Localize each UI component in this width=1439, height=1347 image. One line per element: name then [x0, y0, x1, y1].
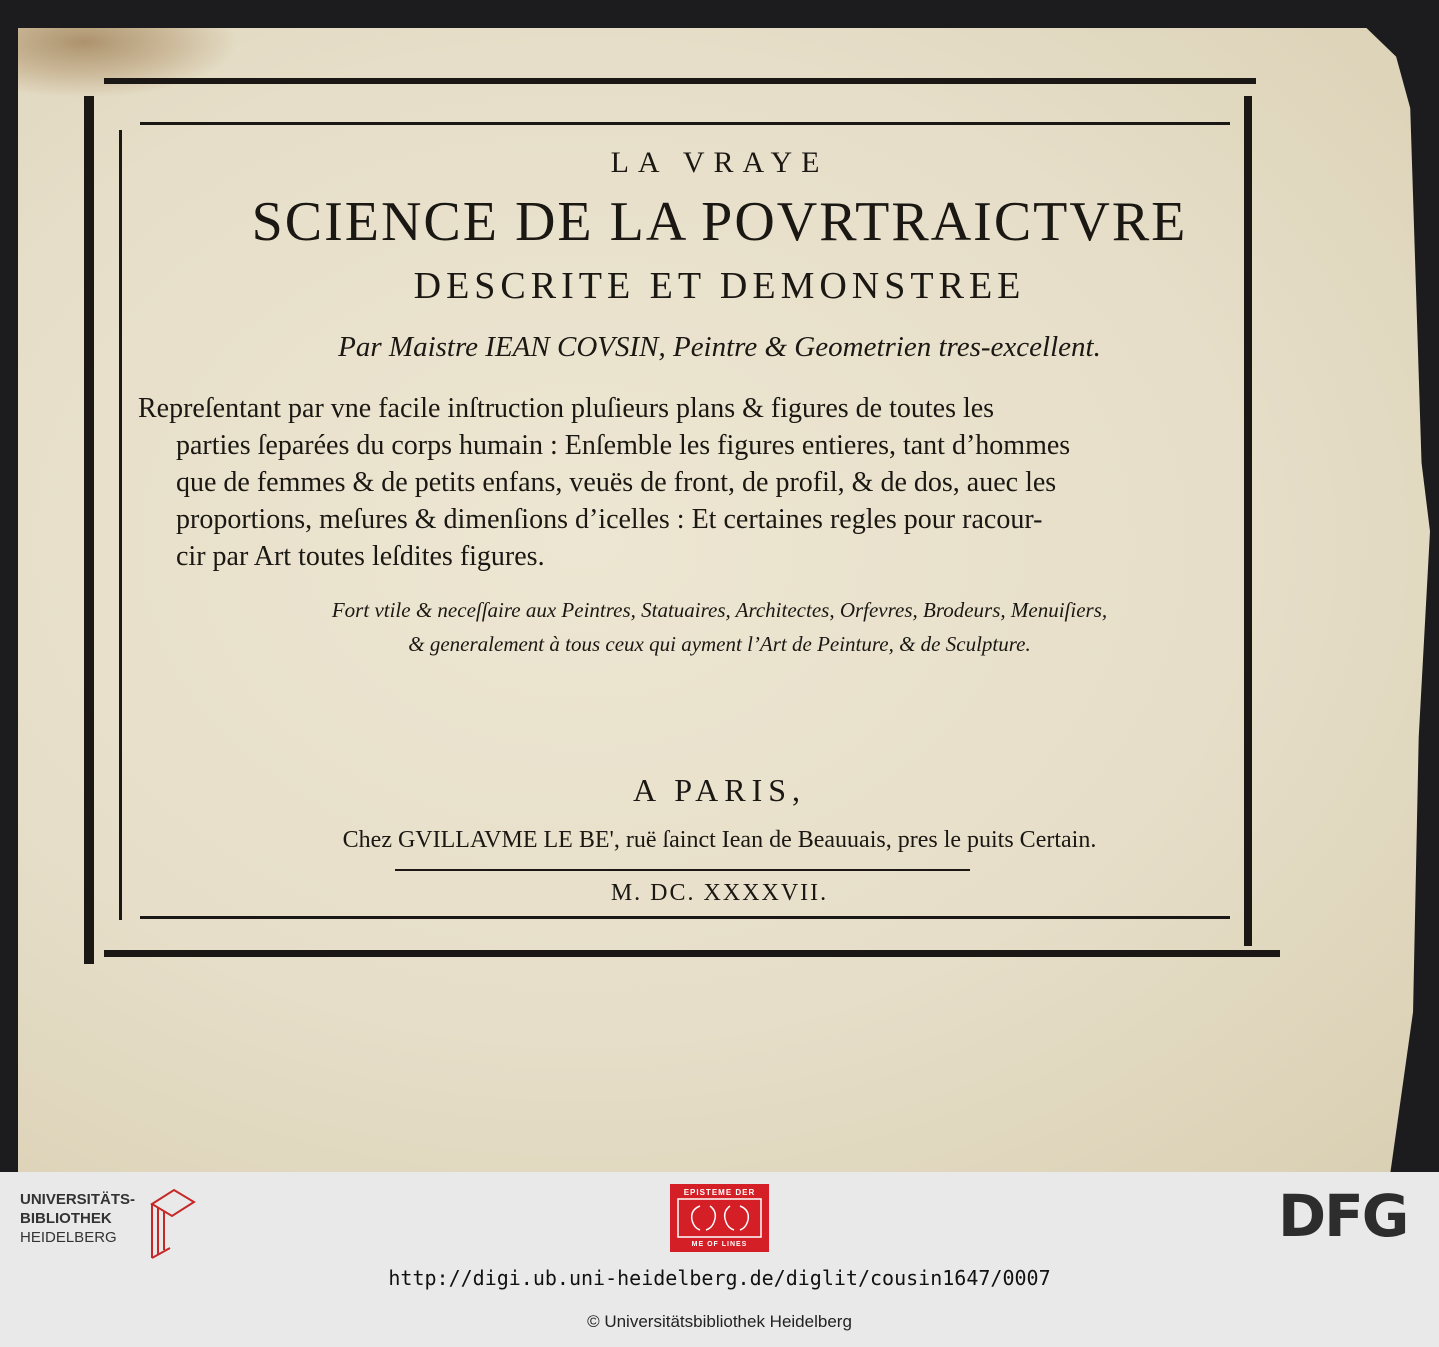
episteme-bottom-text: ME OF LINES — [691, 1241, 748, 1248]
title-line-1: LA VRAYE — [610, 146, 829, 179]
dfg-logo[interactable]: DFG — [1278, 1182, 1408, 1250]
title-line-3: DESCRITE ET DEMONSTREE — [413, 265, 1026, 307]
description-line: parties ſeparées du corps humain : Enſemble les figures entieres, tant d’hommes — [176, 430, 1071, 461]
year-line: M. DC. XXXXVII. — [610, 880, 829, 906]
title-line-2: SCIENCE DE LA POVRTRAICTVRE — [251, 191, 1188, 253]
year-separator — [395, 869, 970, 871]
printer-line: Chez GVILLAVME LE BE', ruë ſainct Iean de Beauuais, pres le puits Certain. — [342, 827, 1097, 853]
permalink-url[interactable]: http://digi.ub.uni-heidelberg.de/diglit/cousin1647/0007 — [388, 1266, 1051, 1290]
copyright-notice: © Universitätsbibliothek Heidelberg — [587, 1312, 852, 1331]
border-outer-bottom — [104, 950, 1280, 957]
ub-logo-text — [20, 1190, 135, 1247]
ub-line-2: BIBLIOTHEK — [20, 1210, 112, 1227]
useful-line-1: Fort vtile & neceſſaire aux Peintres, Statuaires, Architectes, Orfevres, Brodeurs, Menuiſiers, — [331, 598, 1108, 622]
border-outer-top — [104, 78, 1256, 84]
ub-mark-icon — [148, 1186, 200, 1262]
border-inner-top — [140, 122, 1230, 125]
place-line: A PARIS, — [632, 772, 807, 808]
description-line: proportions, meſures & dimenſions d’icelles : Et certaines regles pour racour- — [176, 504, 1043, 535]
ub-line-1: UNIVERSITÄTS- — [20, 1191, 136, 1208]
author-line: Par Maistre IEAN COVSIN, Peintre & Geometrien tres-excellent. — [338, 331, 1101, 363]
description-line: cir par Art toutes leſdites figures. — [176, 541, 545, 572]
paper-stain — [18, 28, 238, 98]
episteme-top-text: EPISTEME DER — [683, 1188, 756, 1197]
description-line: Repreſentant par vne facile inſtruction pluſieurs plans & figures de toutes les — [138, 393, 995, 424]
border-inner-bottom — [140, 916, 1230, 919]
ub-heidelberg-logo[interactable] — [20, 1190, 200, 1260]
description-line: que de femmes & de petits enfans, veuës de front, de profil, & de dos, auec les — [176, 467, 1057, 498]
description-paragraph — [138, 390, 1238, 575]
ub-line-3: HEIDELBERG — [20, 1229, 117, 1246]
episteme-logo[interactable] — [670, 1184, 769, 1252]
useful-line-2: & generalement à tous ceux qui ayment l’Art de Peinture, & de Sculpture. — [408, 632, 1031, 656]
